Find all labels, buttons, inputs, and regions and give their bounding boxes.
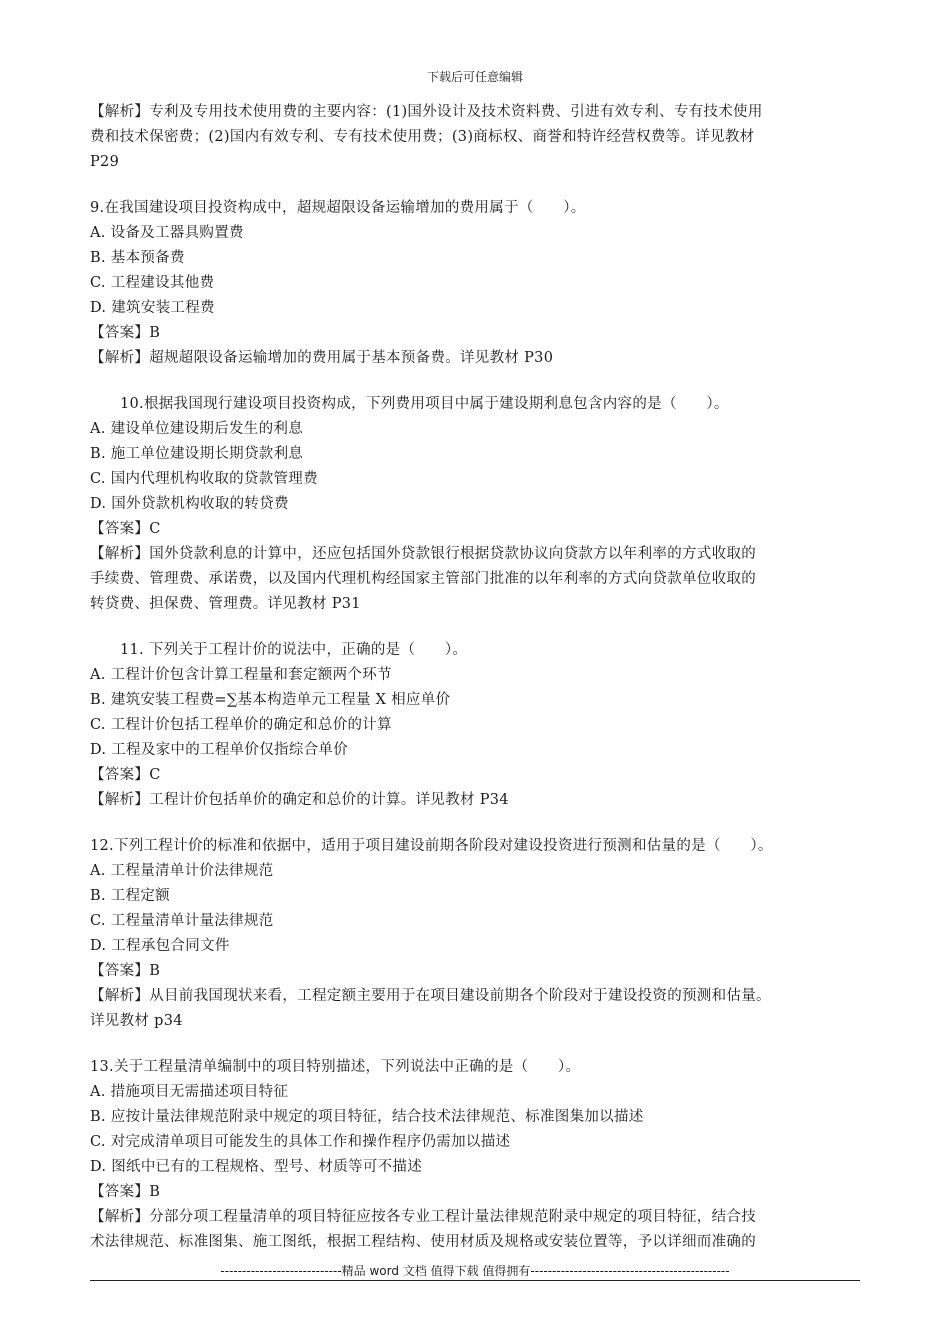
option-d: D. 建筑安装工程费 <box>90 300 215 316</box>
answer: 【答案】C <box>90 767 161 783</box>
question-stem: 10.根据我国现行建设项目投资构成，下列费用项目中属于建设期利息包含内容的是（ ）。 <box>120 396 729 412</box>
question-stem: 9.在我国建设项目投资构成中，超规超限设备运输增加的费用属于（ ）。 <box>90 200 586 216</box>
answer: 【答案】C <box>90 521 161 537</box>
page-header: 下载后可任意编辑 <box>426 70 523 84</box>
analysis-line: 【解析】专利及专用技术使用费的主要内容：(1)国外设计及技术资料费、引进有效专利、专有技术使用 <box>90 104 763 120</box>
analysis-line: 术法律规范、标准图集、施工图纸，根据工程结构、使用材质及规格或安装位置等，予以详细而准确的 <box>90 1234 756 1250</box>
question-9 <box>90 196 865 371</box>
option-c: C. 工程计价包括工程单价的确定和总价的计算 <box>90 717 392 733</box>
option-b: B. 工程定额 <box>90 888 170 904</box>
option-b: B. 建筑安装工程费=∑基本构造单元工程量 X 相应单价 <box>90 692 451 708</box>
analysis-line: 【解析】分部分项工程量清单的项目特征应按各专业工程计量法律规范附录中规定的项目特征，结合技 <box>90 1209 756 1225</box>
page-footer: ----------------------------精品 word 文档 值得下载 值得拥有---------------------------------------------- <box>220 1264 730 1278</box>
option-a: A. 工程计价包含计算工程量和套定额两个环节 <box>90 667 392 683</box>
option-a: A. 建设单位建设期后发生的利息 <box>90 421 303 437</box>
analysis-line: 【解析】工程计价包括单价的确定和总价的计算。详见教材 P34 <box>90 792 509 808</box>
option-b: B. 基本预备费 <box>90 250 185 266</box>
option-d: D. 图纸中已有的工程规格、型号、材质等可不描述 <box>90 1159 423 1175</box>
question-11 <box>90 638 865 813</box>
analysis-line: 【解析】从目前我国现状来看，工程定额主要用于在项目建设前期各个阶段对于建设投资的预测和估量。 <box>90 988 771 1004</box>
analysis-line: 详见教材 p34 <box>90 1013 183 1029</box>
answer: 【答案】B <box>90 1184 161 1200</box>
footer-divider <box>90 1280 860 1281</box>
answer: 【答案】B <box>90 963 161 979</box>
analysis-line: 转贷费、担保费、管理费。详见教材 P31 <box>90 596 361 612</box>
option-d: D. 国外贷款机构收取的转贷费 <box>90 496 289 512</box>
answer: 【答案】B <box>90 325 161 341</box>
analysis-line: 手续费、管理费、承诺费，以及国内代理机构经国家主管部门批准的以年利率的方式向贷款单位收取的 <box>90 571 756 587</box>
analysis-line: P29 <box>90 154 120 170</box>
question-10 <box>90 392 865 617</box>
option-b: B. 施工单位建设期长期贷款利息 <box>90 446 304 462</box>
intro-analysis <box>90 100 865 175</box>
question-stem: 11. 下列关于工程计价的说法中，正确的是（ ）。 <box>120 642 468 658</box>
option-c: C. 工程建设其他费 <box>90 275 215 291</box>
option-a: A. 工程量清单计价法律规范 <box>90 863 274 879</box>
question-stem: 12.下列工程计价的标准和依据中，适用于项目建设前期各阶段对建设投资进行预测和估量的是（ ）。 <box>90 838 773 854</box>
option-c: C. 工程量清单计量法律规范 <box>90 913 274 929</box>
analysis-line: 【解析】国外贷款利息的计算中，还应包括国外贷款银行根据贷款协议向贷款方以年利率的方式收取的 <box>90 546 756 562</box>
option-a: A. 设备及工器具购置费 <box>90 225 244 241</box>
option-d: D. 工程承包合同文件 <box>90 938 230 954</box>
analysis-line: 【解析】超规超限设备运输增加的费用属于基本预备费。详见教材 P30 <box>90 350 554 366</box>
option-b: B. 应按计量法律规范附录中规定的项目特征，结合技术法律规范、标准图集加以描述 <box>90 1109 644 1125</box>
question-12 <box>90 834 865 1034</box>
option-c: C. 对完成清单项目可能发生的具体工作和操作程序仍需加以描述 <box>90 1134 511 1150</box>
question-13 <box>90 1055 865 1255</box>
option-c: C. 国内代理机构收取的贷款管理费 <box>90 471 318 487</box>
document-body <box>90 100 865 1276</box>
analysis-line: 费和技术保密费；(2)国内有效专利、专有技术使用费；(3)商标权、商誉和特许经营权费等。详见教材 <box>90 129 755 145</box>
option-a: A. 措施项目无需描述项目特征 <box>90 1084 289 1100</box>
question-stem: 13.关于工程量清单编制中的项目特别描述，下列说法中正确的是（ ）。 <box>90 1059 581 1075</box>
option-d: D. 工程及家中的工程单价仅指综合单价 <box>90 742 349 758</box>
